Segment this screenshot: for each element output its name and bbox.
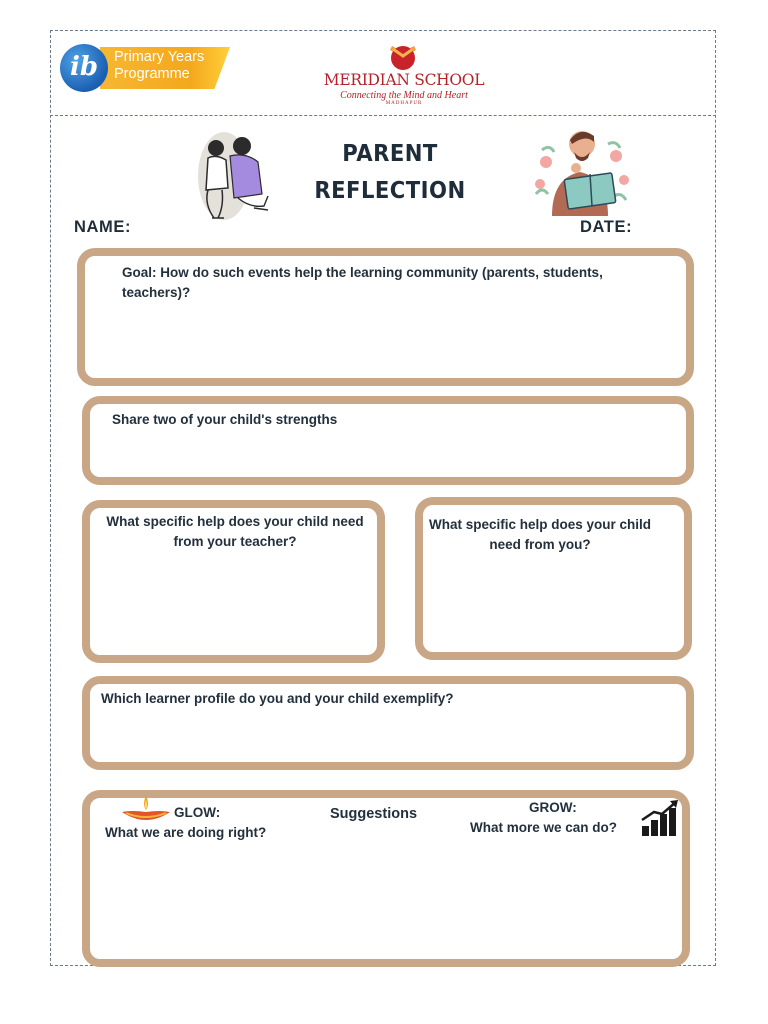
school-tagline: Connecting the Mind and Heart (340, 90, 468, 101)
ib-logo-text (114, 49, 204, 83)
page-title (307, 136, 473, 210)
learner-profile-prompt: Which learner profile do you and your child exemplify? (101, 691, 454, 706)
strengths-prompt: Share two of your child's strengths (112, 412, 338, 427)
ib-logo-line1: Primary Years (114, 49, 205, 65)
grow-question: What more we can do? (470, 820, 618, 835)
title-line1: PARENT (342, 141, 438, 167)
goal-prompt: Goal: How do such events help the learning community (parents, students, teachers)? (122, 265, 603, 300)
ib-pyp-logo (60, 44, 230, 92)
school-location: MADHAPUR (385, 101, 423, 106)
header-divider (50, 115, 716, 116)
parent-child-illustration (194, 128, 272, 220)
school-emblem-icon (388, 42, 418, 72)
school-name: MERIDIAN SCHOOL (323, 71, 485, 89)
grow-label: GROW: (529, 800, 577, 815)
reading-parent-illustration (528, 122, 632, 218)
ib-logo-mark: ib (60, 44, 108, 92)
ib-logo-line2: Programme (114, 66, 190, 82)
help-you-prompt: What specific help does your child need from you? (428, 517, 652, 552)
glow-label: GLOW: (174, 805, 221, 820)
date-label: DATE: (580, 218, 633, 236)
school-logo (316, 42, 492, 108)
growth-chart-icon (640, 798, 680, 838)
diya-lamp-icon (120, 794, 172, 826)
suggestions-heading: Suggestions (330, 806, 418, 822)
glow-question: What we are doing right? (105, 825, 267, 840)
name-label: NAME: (74, 218, 132, 236)
help-teacher-prompt: What specific help does your child need from your teacher? (106, 514, 364, 549)
title-line2: REFLECTION (314, 178, 466, 204)
